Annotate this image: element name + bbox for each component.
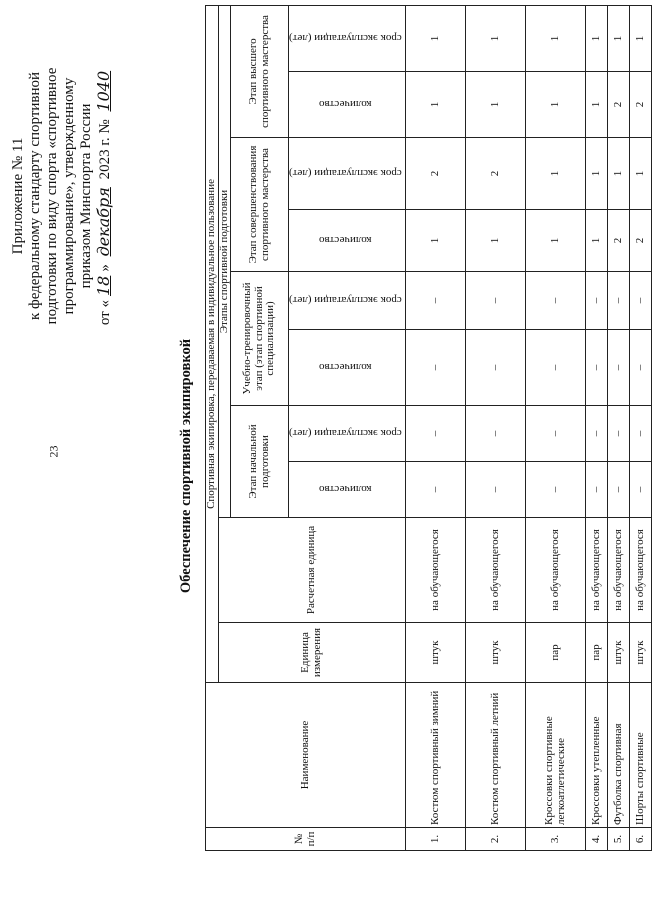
header-name: Наименование	[206, 683, 406, 828]
table-row	[586, 5, 608, 850]
appendix-line: к федеральному стандарту спортивной	[27, 71, 43, 321]
sub-qty-cell	[289, 72, 406, 138]
row-value: –	[466, 272, 526, 330]
row-calc: на обучающегося	[608, 518, 630, 623]
date-day: 18	[94, 275, 113, 297]
appendix-line: приказом Минспорта России	[78, 103, 94, 289]
sub-qty: количество	[319, 483, 372, 496]
row-value: 1	[586, 138, 608, 210]
row-value: –	[586, 272, 608, 330]
row-value: 1	[466, 210, 526, 272]
header-calc: Расчетная единица	[218, 518, 406, 623]
sub-term-cell	[289, 406, 406, 462]
row-name: Шорты спортивные	[630, 683, 652, 828]
table-row	[630, 5, 652, 850]
date-year: 2023 г. №	[97, 119, 113, 180]
row-name: Костюм спортивный летний	[466, 683, 526, 828]
sub-qty-cell	[289, 462, 406, 518]
row-name: Футболка спортивная	[608, 683, 630, 828]
row-value: 1	[586, 5, 608, 71]
sub-term: срок эксплуатации (лет)	[289, 32, 402, 45]
date-mid: »	[97, 264, 113, 272]
row-unit: пар	[586, 623, 608, 683]
appendix-header	[10, 16, 114, 376]
page-number: 23	[46, 445, 61, 458]
sub-qty-cell	[289, 330, 406, 406]
row-value: 1	[608, 5, 630, 71]
row-num: 4.	[586, 828, 608, 851]
appendix-date-line	[95, 16, 114, 376]
stage-initial: Этап начальной подготовки	[231, 406, 289, 518]
row-name: Кроссовки утепленные	[586, 683, 608, 828]
row-value: 1	[406, 72, 466, 138]
row-num: 5.	[608, 828, 630, 851]
header-unit: Единица измерения	[218, 623, 406, 683]
row-value: 2	[608, 72, 630, 138]
row-value: –	[466, 406, 526, 462]
row-unit: штук	[630, 623, 652, 683]
row-num: 6.	[630, 828, 652, 851]
table-row	[466, 5, 526, 850]
row-value: –	[586, 330, 608, 406]
sub-term-cell	[289, 272, 406, 330]
row-value: –	[406, 272, 466, 330]
row-value: –	[630, 272, 652, 330]
row-calc: на обучающегося	[630, 518, 652, 623]
row-value: –	[586, 406, 608, 462]
row-value: 2	[608, 210, 630, 272]
row-value: –	[586, 462, 608, 518]
row-value: 1	[630, 5, 652, 71]
row-value: –	[608, 330, 630, 406]
date-month: декабря	[94, 187, 113, 257]
stage-improvement: Этап совершенствования спортивного мастерства	[231, 138, 289, 272]
row-num: 3.	[526, 828, 586, 851]
row-value: 1	[406, 5, 466, 71]
row-unit: пар	[526, 623, 586, 683]
row-value: 1	[406, 210, 466, 272]
row-calc: на обучающегося	[406, 518, 466, 623]
row-num: 1.	[406, 828, 466, 851]
row-value: 1	[586, 210, 608, 272]
row-value: 1	[608, 138, 630, 210]
sub-qty: количество	[319, 361, 372, 374]
row-unit: штук	[406, 623, 466, 683]
row-value: –	[526, 330, 586, 406]
sub-qty: количество	[319, 98, 372, 111]
equipment-table	[205, 5, 652, 851]
stage-training: Учебно-тренировочный этап (этап спортивной специализации)	[231, 272, 289, 406]
row-value: –	[608, 462, 630, 518]
row-calc: на обучающегося	[466, 518, 526, 623]
row-value: –	[608, 406, 630, 462]
row-unit: штук	[466, 623, 526, 683]
sub-qty-cell	[289, 210, 406, 272]
row-value: 1	[630, 138, 652, 210]
row-name: Кроссовки спортивные легкоатлетические	[526, 683, 586, 828]
row-value: 2	[630, 72, 652, 138]
row-value: 2	[630, 210, 652, 272]
row-value: 1	[466, 5, 526, 71]
appendix-line: подготовки по виду спорта «спортивное	[44, 67, 60, 325]
header-num: № п/п	[206, 828, 406, 851]
table-row	[406, 5, 466, 850]
row-value: 2	[406, 138, 466, 210]
sub-term: срок эксплуатации (лет)	[289, 294, 402, 307]
header-stages: Этапы спортивной подготовки	[218, 5, 231, 517]
sub-term: срок эксплуатации (лет)	[289, 427, 402, 440]
row-value: 1	[586, 72, 608, 138]
row-value: 1	[526, 138, 586, 210]
row-name: Костюм спортивный зимний	[406, 683, 466, 828]
row-value: –	[608, 272, 630, 330]
row-unit: штук	[608, 623, 630, 683]
date-prefix: от «	[97, 300, 113, 326]
row-num: 2.	[466, 828, 526, 851]
row-value: –	[526, 406, 586, 462]
appendix-line: Приложение № 11	[10, 137, 26, 255]
document-title: Обеспечение спортивной экипировкой	[178, 338, 194, 594]
row-value: –	[630, 462, 652, 518]
order-number: 1040	[94, 70, 113, 112]
sub-term-cell	[289, 138, 406, 210]
table-row	[608, 5, 630, 850]
row-value: –	[526, 462, 586, 518]
table-row	[206, 5, 219, 850]
sub-term-cell	[289, 5, 406, 71]
row-calc: на обучающегося	[526, 518, 586, 623]
row-value: 1	[526, 210, 586, 272]
sub-qty: количество	[319, 234, 372, 247]
row-value: –	[466, 462, 526, 518]
row-value: 1	[526, 5, 586, 71]
row-calc: на обучающегося	[586, 518, 608, 623]
row-value: –	[466, 330, 526, 406]
row-value: 2	[466, 138, 526, 210]
appendix-line: программирование», утвержденному	[61, 77, 77, 315]
row-value: 1	[466, 72, 526, 138]
row-value: 1	[526, 72, 586, 138]
row-value: –	[526, 272, 586, 330]
row-value: –	[630, 406, 652, 462]
row-value: –	[630, 330, 652, 406]
row-value: –	[406, 406, 466, 462]
row-value: –	[406, 462, 466, 518]
header-group: Спортивная экипировка, передаваемая в индивидуальное пользование	[206, 5, 219, 682]
sub-term: срок эксплуатации (лет)	[289, 167, 402, 180]
stage-highest: Этап высшего спортивного мастерства	[231, 5, 289, 137]
table-row	[526, 5, 586, 850]
row-value: –	[406, 330, 466, 406]
